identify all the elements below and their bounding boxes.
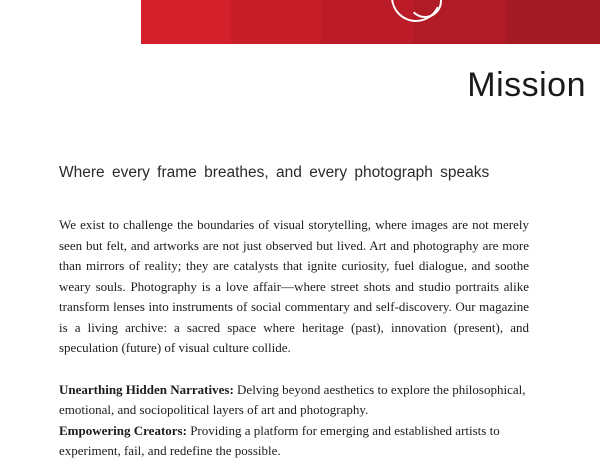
body-content	[59, 215, 529, 462]
list-item-text: Providing a platform for emerging and established artists to experiment, fail, and redefine the possible.	[59, 422, 500, 458]
banner-stripe	[141, 0, 231, 44]
list-item	[59, 421, 529, 462]
list-item-label: Empowering Creators:	[59, 422, 187, 438]
banner-stripe	[231, 0, 321, 44]
banner-stripe	[506, 0, 600, 44]
mission-paragraph: We exist to challenge the boundaries of visual storytelling, where images are not merely seen but felt, and artworks are not just observed but lived. Art and photography are more than mirrors of reality; they are catalysts that ignite curiosity, fuel dialogue, and soothe weary souls. Photography is a love affair—where street shots and studio portraits alike transform lenses into instruments of social commentary and self-discovery. Our magazine is a living archive: a sacred space where heritage (past), innovation (present), and speculation (future) of visual culture collide.	[59, 217, 529, 355]
header-banner	[141, 0, 600, 44]
page-title: Mission	[467, 66, 586, 104]
list-item-text: Delving beyond aesthetics to explore the philosophical, emotional, and sociopolitical layers of art and photography.	[59, 381, 526, 417]
page-subtitle: Where every frame breathes, and every photograph speaks	[59, 164, 490, 181]
list-item-label: Unearthing Hidden Narratives:	[59, 381, 234, 397]
list-item	[59, 380, 529, 421]
